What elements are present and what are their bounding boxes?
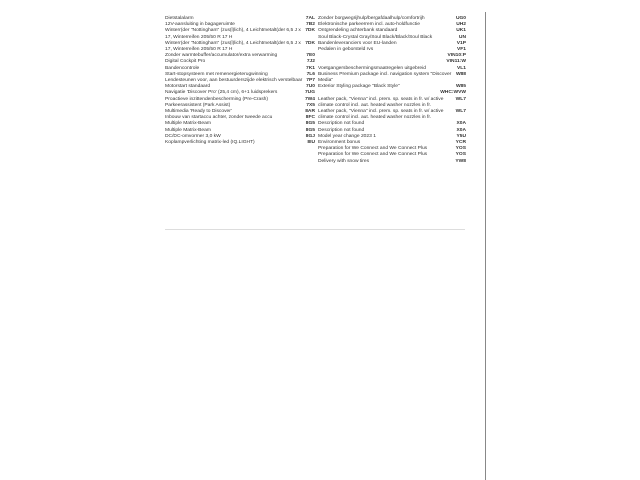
option-row xyxy=(165,140,315,146)
option-code: Y5U xyxy=(456,133,466,139)
option-description: Preparation for We Connect and We Connect Plus xyxy=(318,146,428,152)
option-description: Lendesteunen voor, aan bestuurderszijde elektrisch verstelbaar xyxy=(165,78,303,84)
option-row xyxy=(318,159,466,165)
option-code: UH2 xyxy=(456,22,466,28)
option-description: Ontgrendeling achterbank standaard xyxy=(318,28,398,34)
option-description: Motorstart standaard xyxy=(165,84,211,90)
option-code: 7X5 xyxy=(306,102,315,108)
option-description: 12V-aansluiting in bagageruimte xyxy=(165,22,235,28)
option-description: Multimedia 'Ready to Discover' xyxy=(165,109,232,115)
option-code: UG0 xyxy=(455,16,466,21)
option-description: Multiple Matrix-Beam xyxy=(165,121,211,127)
option-row xyxy=(318,72,466,84)
option-code: 8IU xyxy=(307,140,315,146)
option-description: DC/DC-omvormer 3,0 kW xyxy=(165,133,221,139)
option-code: X0A xyxy=(456,121,466,127)
option-code: 7UG xyxy=(304,90,315,96)
option-code: YW8 xyxy=(455,158,466,164)
option-description: Elektronische parkeerrem incl. auto-holdfunctie xyxy=(318,22,420,28)
option-description: Zonder warmtebuffer/accumulator/extra verwarming xyxy=(165,53,278,59)
option-row xyxy=(318,97,466,109)
option-description: Preparation for We Connect and We Connect Plus xyxy=(318,152,428,158)
option-description: Dietstalalarm xyxy=(165,16,194,21)
option-code: 8AR xyxy=(305,109,315,115)
option-code: W85 xyxy=(455,84,466,90)
option-code: WL7 xyxy=(455,109,466,115)
option-code: 7W4 xyxy=(304,96,315,102)
option-code: 7DK xyxy=(305,40,315,46)
option-description: Inbouw van startaccu achter, zonder tweede accu xyxy=(165,115,273,121)
option-description: Parkeerassistent (Park Assist) xyxy=(165,102,231,108)
option-description: Delivery with snow tires xyxy=(318,158,370,164)
option-description: Zonder borgwegrijhulp/bergafdaalhulp/comfortrijh xyxy=(318,16,425,21)
option-row xyxy=(318,47,466,53)
option-code: VIN10:P xyxy=(447,53,466,59)
option-code: W88 xyxy=(455,71,466,77)
option-code: 7AL xyxy=(305,16,315,21)
option-description: Bandenleveranciers voor EU-landen xyxy=(318,40,397,46)
option-description: Soul Black-Crystal Gray/Soul Black/Black/Soul Black xyxy=(318,34,433,40)
option-description: Leather pack, "Vienna" incl. prem. sp. seats in fr. w/ active climate control incl. aut. heated washer nozzles in fr. xyxy=(318,96,444,108)
option-code: V1P xyxy=(456,40,466,46)
option-description: Navigatie 'Discover Pro' (25,4 cm), 6+1 luidsprekers xyxy=(165,90,278,96)
option-description: Multiple Matrix-Beam xyxy=(165,127,211,133)
option-code: UN xyxy=(458,34,466,40)
option-code: 7L6 xyxy=(306,71,315,77)
options-right-column xyxy=(318,16,466,165)
option-row xyxy=(318,109,466,121)
option-code: 8G5 xyxy=(305,127,315,133)
options-left-column xyxy=(165,16,315,146)
option-code: 7DK xyxy=(305,28,315,34)
option-description: Business Premium package incl. navigation system "Discover Media" xyxy=(318,71,452,84)
option-description: Koplampverlichting matrix-led (IQ.LIGHT) xyxy=(165,140,255,146)
option-description: Winterr(der "Nottingham" (zus(l)lich), 4 Leichtmetalt(der 6,5 J x 17, Winterreifen 205/50 R 17 H xyxy=(165,40,301,53)
option-code: VL1 xyxy=(457,65,466,71)
page-edge-line xyxy=(485,12,486,480)
option-code: 8FC xyxy=(305,115,315,121)
option-description: Digital Cockpit Pro xyxy=(165,59,206,65)
option-row xyxy=(165,28,315,40)
section-divider xyxy=(165,229,465,230)
option-code: 7J2 xyxy=(306,59,315,65)
option-description: Winterr(der "Nottingham" (zus(l)lich), 4 Leichtmetalt(der 6,5 J x 17, Winterreifen 205/50 R 17 H xyxy=(165,28,301,40)
option-code: 7P7 xyxy=(306,78,315,84)
option-description: Environment bonus xyxy=(318,140,361,146)
option-code: YCR xyxy=(455,140,466,146)
option-code: YOS xyxy=(455,146,466,152)
option-code: UK1 xyxy=(456,28,466,34)
option-description: Voetgangersbeschermingsmaatregelen uitgebreid xyxy=(318,65,426,71)
option-code: VF1 xyxy=(457,47,466,53)
option-code: YOS xyxy=(455,152,466,158)
option-row xyxy=(165,41,315,53)
option-description: Description not found xyxy=(318,121,365,127)
option-description: Proactieve inzittendenbescherming (Pre-Crash) xyxy=(165,96,269,102)
option-code: WL7 xyxy=(455,96,466,102)
option-description: Description not found xyxy=(318,127,365,133)
option-description: Exterior Styling package "Black Style" xyxy=(318,84,400,90)
option-code: 7U0 xyxy=(306,84,315,90)
option-code: 7K1 xyxy=(306,65,315,71)
option-code: X0A xyxy=(456,127,466,133)
option-code: 8GJ xyxy=(305,133,315,139)
option-code: 8G5 xyxy=(305,121,315,127)
option-description: Bandencontrole xyxy=(165,65,200,71)
option-code: 7E0 xyxy=(306,53,315,59)
option-description: Model year change 2023 1 xyxy=(318,133,376,139)
option-description: Leather pack, "Vienna" incl. prem. sp. seats in fr. w/ active climate control incl. aut. heated washer nozzles in fr. xyxy=(318,109,444,121)
option-code: VIN11:W xyxy=(446,59,466,65)
option-code: 7B2 xyxy=(306,22,315,28)
option-description: Pedalen in geborsteld rvs xyxy=(318,47,374,53)
option-code: WHC:WVW xyxy=(440,90,466,96)
option-description: Start-stopsysteem met remenergieterugwinning xyxy=(165,71,268,77)
